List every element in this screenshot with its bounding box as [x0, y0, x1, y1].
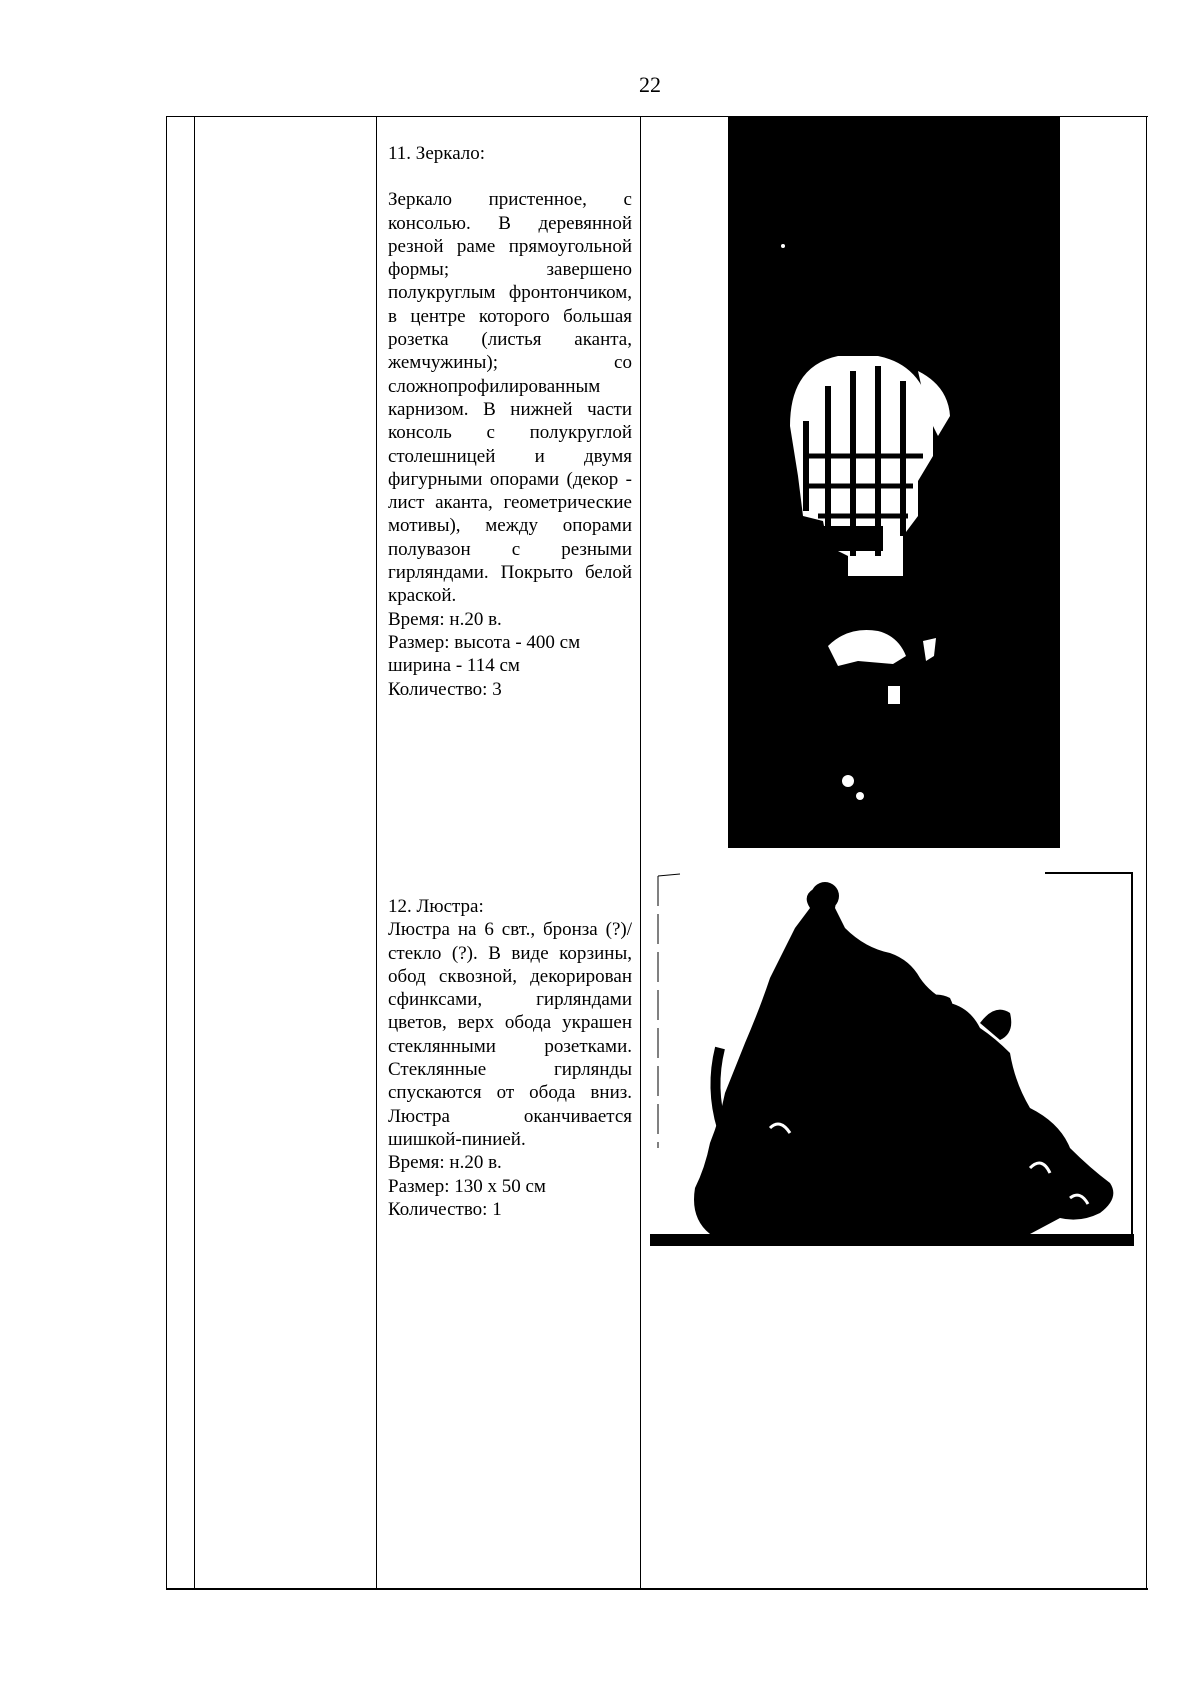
page-number: 22 [639, 72, 661, 97]
mirror-photo [728, 116, 1060, 848]
column-border-1 [194, 117, 195, 1588]
column-border-left [166, 117, 167, 1588]
chandelier-photo [650, 868, 1135, 1248]
item-heading: 12. Люстра: [388, 896, 484, 917]
item-quantity: Количество: 3 [388, 678, 502, 700]
column-border-right [1146, 117, 1147, 1588]
item-mirror-text [388, 142, 632, 701]
item-time: Время: н.20 в. [388, 608, 502, 630]
item-quantity: Количество: 1 [388, 1198, 502, 1220]
item-description: Зеркало пристенное, с консолью. В деревянной резной раме прямоугольной формы; завершено полукруглым фронтончиком, в центре которого большая розетка (листья аканта, жемчужины); со сложнопрофилированным карнизом. В нижней части консоль с полукруглой столешницей и двумя фигурными опорами (декор - лист аканта, геометрические мотивы), между опорами полувазон с резными гирляндами. Покрыто белой краской. [388, 189, 632, 607]
item-description: Люстра на 6 свт., бронза (?)/стекло (?). В виде корзины, обод сквозной, декорирован сфинксами, гирляндами цветов, верх обода украшен стеклянными розетками. Стеклянные гирлянды спускаются от обода вниз. Люстра оканчивается шишкой-пинией. [388, 919, 632, 1150]
item-chandelier-text [388, 895, 632, 1221]
item-size: Размер: высота - 400 см [388, 631, 581, 653]
column-border-3 [640, 117, 641, 1588]
item-time: Время: н.20 в. [388, 1152, 502, 1174]
item-size: ширина - 114 см [388, 655, 520, 677]
item-heading: 11. Зеркало: [388, 143, 486, 164]
item-size: Размер: 130 х 50 см [388, 1175, 546, 1197]
column-border-2 [376, 117, 377, 1588]
